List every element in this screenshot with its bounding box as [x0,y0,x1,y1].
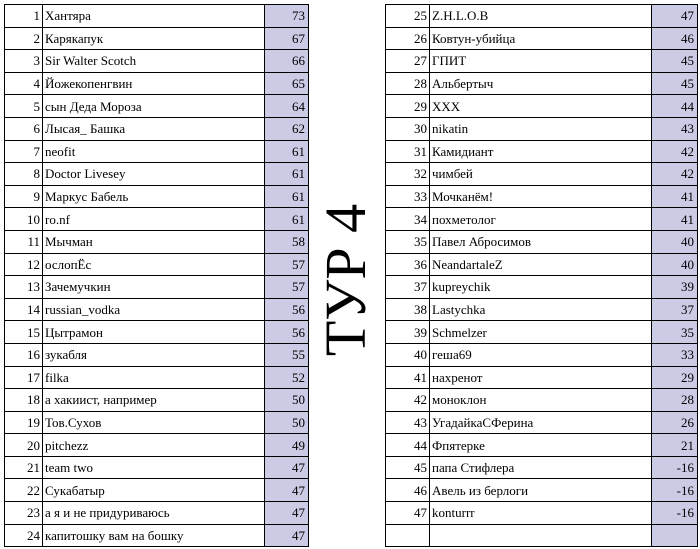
team-name-cell: XXX [430,95,652,118]
rank-cell: 4 [5,72,43,95]
rank-cell: 16 [5,343,43,366]
team-name-cell: pitchezz [43,434,265,457]
table-row [5,502,309,525]
team-name-cell: чимбей [430,163,652,186]
table-row [386,389,698,412]
score-cell: 65 [265,72,309,95]
table-row [386,253,698,276]
team-name-cell: Карякапук [43,27,265,50]
score-cell: 47 [265,524,309,547]
team-name-cell: Sir Walter Scotch [43,50,265,73]
team-name-cell: капитошку вам на бошку [43,524,265,547]
table-row [5,140,309,163]
team-name-cell: Z.H.L.O.B [430,5,652,28]
team-name-cell: konturrr [430,502,652,525]
table-row [386,163,698,186]
rank-cell: 39 [386,321,430,344]
score-cell: 40 [652,230,698,253]
table-row [386,230,698,253]
score-cell: 73 [265,5,309,28]
table-row [386,117,698,140]
team-name-cell: ro.nf [43,208,265,231]
rank-cell: 46 [386,479,430,502]
rank-cell: 11 [5,230,43,253]
table-row [5,479,309,502]
rank-cell: 19 [5,411,43,434]
rank-cell: 40 [386,343,430,366]
table-row [386,276,698,299]
table-row [386,434,698,457]
score-cell: 45 [652,50,698,73]
rank-cell: 12 [5,253,43,276]
table-row [386,411,698,434]
team-name-cell: УгадайкаСФерина [430,411,652,434]
score-cell: 57 [265,253,309,276]
table-row [386,343,698,366]
rank-cell: 5 [5,95,43,118]
team-name-cell: Ковтун-убийца [430,27,652,50]
rank-cell: 22 [5,479,43,502]
table-row [386,185,698,208]
table-row [5,434,309,457]
table-row [386,95,698,118]
score-cell: 29 [652,366,698,389]
rank-cell: 10 [5,208,43,231]
team-name-cell: Мочканём! [430,185,652,208]
rank-cell: 9 [5,185,43,208]
rank-cell: 24 [5,524,43,547]
table-row [5,298,309,321]
score-cell: 43 [652,117,698,140]
score-cell: 39 [652,276,698,299]
score-cell: 26 [652,411,698,434]
team-name-cell: Фпятерке [430,434,652,457]
score-cell: 41 [652,208,698,231]
rank-cell: 32 [386,163,430,186]
score-cell: 42 [652,163,698,186]
team-name-cell: Альбертыч [430,72,652,95]
table-row [386,479,698,502]
score-cell: 56 [265,321,309,344]
team-name-cell: Lastychka [430,298,652,321]
rank-cell: 44 [386,434,430,457]
table-row [386,50,698,73]
rank-cell: 38 [386,298,430,321]
score-cell: 35 [652,321,698,344]
score-cell: -16 [652,456,698,479]
team-name-cell: kupreychik [430,276,652,299]
table-row [386,298,698,321]
team-name-cell: Сукабатыр [43,479,265,502]
score-cell: 40 [652,253,698,276]
rank-cell: 47 [386,502,430,525]
rank-cell: 8 [5,163,43,186]
team-name-cell: Йожекопенгвин [43,72,265,95]
rank-cell: 35 [386,230,430,253]
team-name-cell: Хантяра [43,5,265,28]
score-cell: 47 [265,479,309,502]
team-name-cell: Тов.Сухов [43,411,265,434]
rank-cell: 34 [386,208,430,231]
rank-cell: 33 [386,185,430,208]
table-row [5,163,309,186]
rank-cell: 23 [5,502,43,525]
team-name-cell: нахренот [430,366,652,389]
table-row [386,208,698,231]
rank-cell: 43 [386,411,430,434]
rank-cell: 42 [386,389,430,412]
team-name-cell: nikatin [430,117,652,140]
rank-cell: 30 [386,117,430,140]
team-name-cell: filka [43,366,265,389]
team-name-cell: гешa69 [430,343,652,366]
team-name-cell: Schmelzer [430,321,652,344]
table-row [5,524,309,547]
team-name-cell: папа Стифлера [430,456,652,479]
score-cell: 56 [265,298,309,321]
rank-cell: 29 [386,95,430,118]
score-cell: 58 [265,230,309,253]
results-table-left-body [5,5,309,547]
rank-cell: 15 [5,321,43,344]
score-cell: 64 [265,95,309,118]
rank-cell: 37 [386,276,430,299]
table-row [386,502,698,525]
rank-cell: 13 [5,276,43,299]
score-cell: 49 [265,434,309,457]
table-row [5,389,309,412]
table-row [5,456,309,479]
table-row [5,117,309,140]
results-table-right [385,4,698,547]
score-cell: 50 [265,389,309,412]
score-cell: 33 [652,343,698,366]
score-cell: 61 [265,185,309,208]
score-cell: 47 [265,502,309,525]
rank-cell: 21 [5,456,43,479]
score-cell: 61 [265,208,309,231]
team-name-cell: Doctor Livesey [43,163,265,186]
table-row [5,366,309,389]
table-row [5,185,309,208]
score-cell [652,524,698,547]
rank-cell: 27 [386,50,430,73]
team-name-cell: Цытрамон [43,321,265,344]
table-row [5,208,309,231]
team-name-cell: зукабля [43,343,265,366]
team-name-cell: Зачемучкин [43,276,265,299]
table-row [386,524,698,547]
rank-cell: 14 [5,298,43,321]
score-cell: 67 [265,27,309,50]
team-name-cell: ГПИТ [430,50,652,73]
results-table-left [4,4,309,547]
table-row [386,72,698,95]
table-row [5,230,309,253]
team-name-cell: Мычман [43,230,265,253]
team-name-cell: Павел Абросимов [430,230,652,253]
team-name-cell: Маркус Бабель [43,185,265,208]
table-row [5,253,309,276]
score-cell: 52 [265,366,309,389]
table-row [386,321,698,344]
score-cell: 42 [652,140,698,163]
team-name-cell: NeandartaleZ [430,253,652,276]
results-table-right-body [386,5,698,547]
team-name-cell: Камидиант [430,140,652,163]
score-cell: 41 [652,185,698,208]
score-cell: 62 [265,117,309,140]
team-name-cell: neofit [43,140,265,163]
team-name-cell [430,524,652,547]
score-cell: 55 [265,343,309,366]
rank-cell: 6 [5,117,43,140]
score-cell: 37 [652,298,698,321]
table-row [386,140,698,163]
rank-cell [386,524,430,547]
score-cell: 61 [265,163,309,186]
team-name-cell: сын Деда Мороза [43,95,265,118]
score-cell: 61 [265,140,309,163]
table-row [386,27,698,50]
rank-cell: 28 [386,72,430,95]
table-row [5,95,309,118]
rank-cell: 17 [5,366,43,389]
table-row [386,456,698,479]
team-name-cell: Лысая_ Башка [43,117,265,140]
team-name-cell: а хакиист, например [43,389,265,412]
team-name-cell: team two [43,456,265,479]
rank-cell: 25 [386,5,430,28]
team-name-cell: russian_vodka [43,298,265,321]
score-cell: 21 [652,434,698,457]
score-cell: -16 [652,502,698,525]
score-cell: 28 [652,389,698,412]
table-row [5,321,309,344]
table-row [5,343,309,366]
table-row [386,5,698,28]
rank-cell: 20 [5,434,43,457]
score-cell: 47 [265,456,309,479]
rank-cell: 45 [386,456,430,479]
team-name-cell: ослопЁс [43,253,265,276]
team-name-cell: похметолог [430,208,652,231]
table-row [5,5,309,28]
table-row [386,366,698,389]
rank-cell: 31 [386,140,430,163]
table-row [5,27,309,50]
team-name-cell: Авель из берлоги [430,479,652,502]
table-row [5,50,309,73]
rank-cell: 1 [5,5,43,28]
team-name-cell: моноклон [430,389,652,412]
team-name-cell: а я и не придуриваюсь [43,502,265,525]
rank-cell: 41 [386,366,430,389]
table-row [5,276,309,299]
rank-cell: 18 [5,389,43,412]
score-cell: 57 [265,276,309,299]
rank-cell: 7 [5,140,43,163]
score-cell: 47 [652,5,698,28]
rank-cell: 2 [5,27,43,50]
rank-cell: 3 [5,50,43,73]
table-row [5,72,309,95]
tour-title: ТУР 4 [313,203,378,357]
rank-cell: 26 [386,27,430,50]
score-cell: 45 [652,72,698,95]
score-cell: -16 [652,479,698,502]
rank-cell: 36 [386,253,430,276]
score-cell: 50 [265,411,309,434]
score-cell: 46 [652,27,698,50]
score-cell: 66 [265,50,309,73]
score-cell: 44 [652,95,698,118]
table-row [5,411,309,434]
